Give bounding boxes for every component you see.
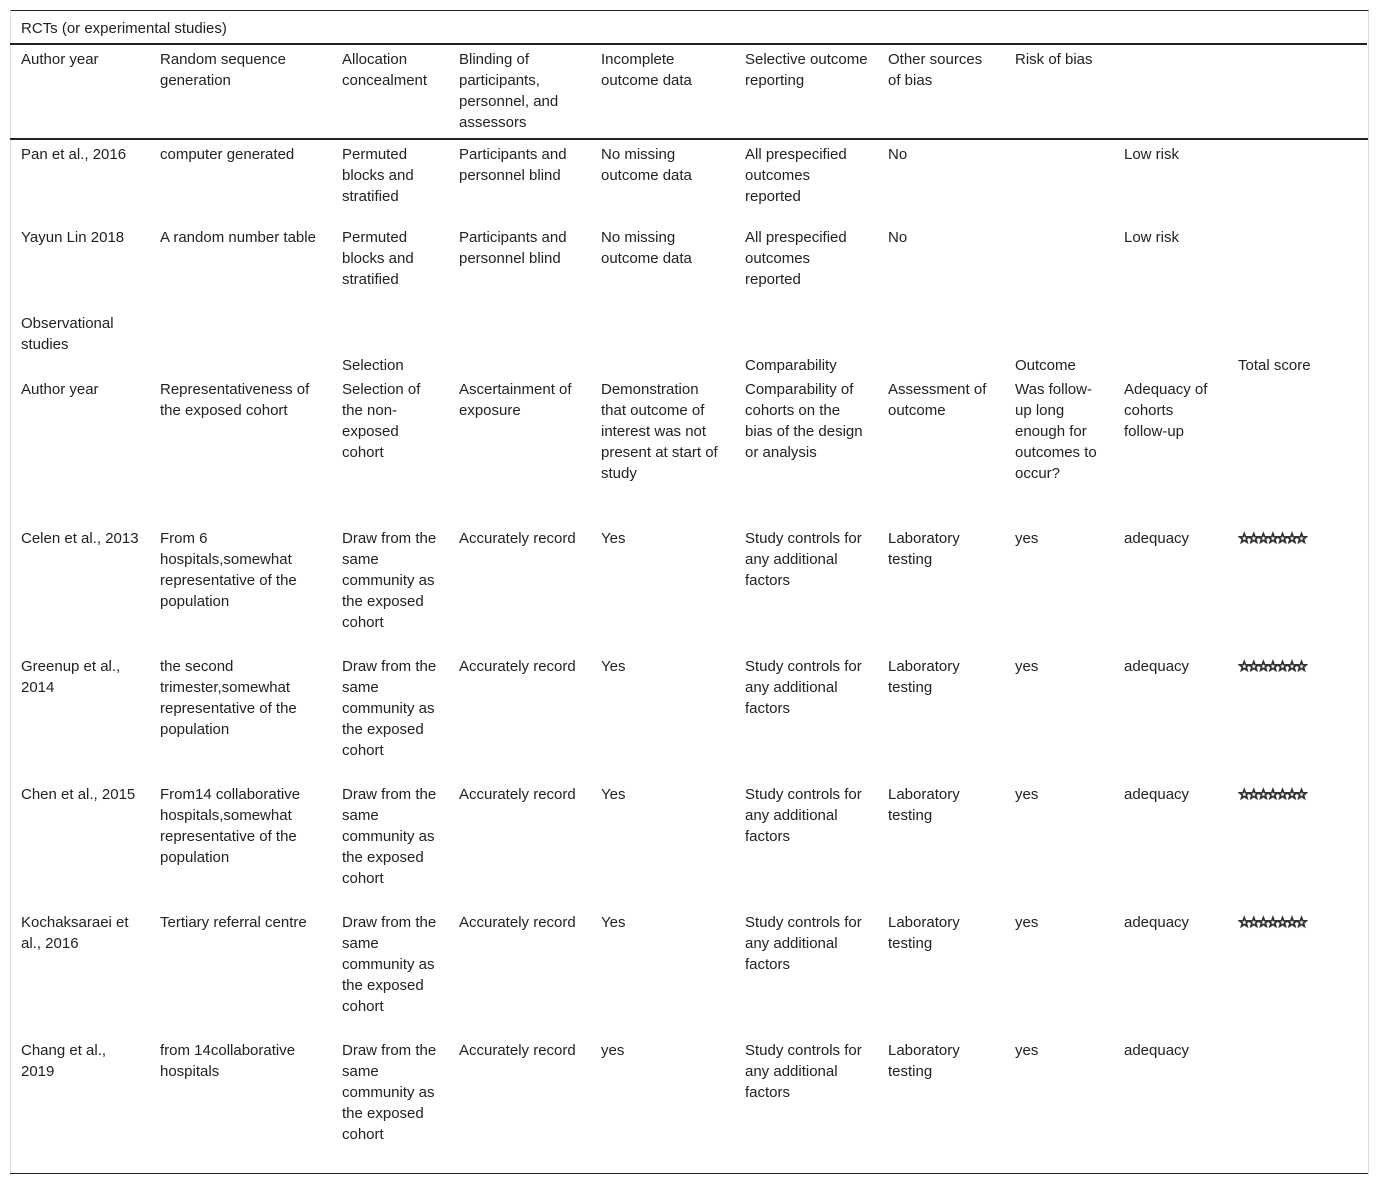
header-cell: Ascertainment of exposure [459, 381, 572, 419]
observational-title-row [11, 310, 1367, 355]
header-cell: Blinding of participants, personnel, and assessors [459, 51, 559, 131]
header-cell: Author year [21, 51, 99, 68]
header-cell: Random sequence generation [160, 51, 286, 89]
cell: Chen et al., 2015 [21, 786, 136, 803]
cell: Accurately record [459, 1042, 576, 1059]
cell: Pan et al., 2016 [21, 146, 127, 163]
table-row [11, 909, 1367, 1037]
cell [1228, 224, 1367, 310]
cell: Laboratory testing [888, 914, 960, 952]
cell: Participants and personnel blind [459, 146, 567, 184]
cell: Kochaksaraei et al., 2016 [21, 914, 129, 952]
cell [1005, 138, 1114, 224]
star-rating-icon [1228, 525, 1367, 653]
cell: from 14collaborative hospitals [160, 1042, 296, 1080]
cell: Study controls for any additional factors [745, 658, 862, 717]
table-row [11, 653, 1367, 781]
cell: Draw from the same community as the exposed cohort [342, 658, 437, 759]
cell: Yes [601, 530, 626, 547]
cell: Low risk [1124, 229, 1180, 246]
cell: Study controls for any additional factors [745, 1042, 862, 1101]
header-cell: Representativeness of the exposed cohort [160, 381, 310, 419]
cell: adequacy [1124, 530, 1190, 547]
table-row [11, 525, 1367, 653]
header-cell: Was follow-up long enough for outcomes to occur? [1015, 381, 1097, 482]
cell: yes [1015, 1042, 1039, 1059]
cell: Yes [601, 786, 626, 803]
cell [1228, 1037, 1367, 1165]
rct-header-row [11, 46, 1367, 138]
star-rating-icon [1228, 653, 1367, 781]
star-rating-icon [1228, 909, 1367, 1037]
header-cell [1228, 46, 1367, 138]
header-cell: Incomplete outcome data [601, 51, 692, 89]
header-cell [1228, 376, 1367, 525]
cell: Accurately record [459, 530, 576, 547]
cell: Permuted blocks and stratified [342, 229, 414, 288]
cell: Laboratory testing [888, 1042, 960, 1080]
cell: Greenup et al., 2014 [21, 658, 121, 696]
group-header-outcome: Outcome [1015, 357, 1076, 374]
cell: Tertiary referral centre [160, 914, 307, 931]
cell: A random number table [160, 229, 316, 246]
cell: Draw from the same community as the exposed cohort [342, 530, 437, 631]
table-title-row [10, 11, 1367, 45]
star-rating-icon [1228, 781, 1367, 909]
cell: No missing outcome data [601, 229, 692, 267]
cell: Accurately record [459, 914, 576, 931]
cell: Draw from the same community as the exposed cohort [342, 1042, 437, 1143]
star-rating: ☆☆☆☆☆☆☆ [1238, 786, 1305, 802]
header-cell: Selection of the non-exposed cohort [342, 381, 421, 461]
star-rating: ☆☆☆☆☆☆☆ [1238, 658, 1305, 674]
group-header-comparability: Comparability [745, 357, 837, 374]
table-bottom-rule [10, 1173, 1368, 1174]
group-header-selection: Selection [342, 357, 404, 374]
header-cell: Allocation concealment [342, 51, 428, 89]
star-rating: ☆☆☆☆☆☆☆ [1238, 914, 1305, 930]
observational-header-row [11, 376, 1367, 525]
cell: No [888, 229, 908, 246]
cell: Study controls for any additional factors [745, 530, 862, 589]
cell: Laboratory testing [888, 530, 960, 568]
cell: yes [1015, 530, 1039, 547]
cell: Yes [601, 658, 626, 675]
cell: adequacy [1124, 786, 1190, 803]
cell: yes [1015, 658, 1039, 675]
cell: computer generated [160, 146, 295, 163]
star-rating: ☆☆☆☆☆☆☆ [1238, 530, 1305, 546]
cell: Chang et al., 2019 [21, 1042, 107, 1080]
header-cell: Adequacy of cohorts follow-up [1124, 381, 1208, 440]
cell: adequacy [1124, 1042, 1190, 1059]
header-cell: Risk of bias [1015, 51, 1093, 68]
cell: adequacy [1124, 658, 1190, 675]
cell [1228, 138, 1367, 224]
rct-section-title: RCTs (or experimental studies) [21, 20, 227, 37]
header-cell: Author year [21, 381, 99, 398]
cell: From 6 hospitals,somewhat representative of the population [160, 530, 297, 610]
cell: Study controls for any additional factors [745, 914, 862, 973]
cell: Permuted blocks and stratified [342, 146, 414, 205]
cell: No [888, 146, 908, 163]
cell: Yayun Lin 2018 [21, 229, 125, 246]
cell: Laboratory testing [888, 658, 960, 696]
cell: Draw from the same community as the exposed cohort [342, 914, 437, 1015]
cell: Draw from the same community as the exposed cohort [342, 786, 437, 887]
header-cell: Assessment of outcome [888, 381, 987, 419]
table-row [11, 781, 1367, 909]
observational-group-header-row [11, 355, 1367, 376]
cell: adequacy [1124, 914, 1190, 931]
cell: yes [1015, 914, 1039, 931]
cell: All prespecified outcomes reported [745, 146, 847, 205]
header-cell: Other sources of bias [888, 51, 983, 89]
cell: Study controls for any additional factors [745, 786, 862, 845]
cell: Low risk [1124, 146, 1180, 163]
cell: From14 collaborative hospitals,somewhat representative of the population [160, 786, 301, 866]
cell: yes [601, 1042, 625, 1059]
cell: yes [1015, 786, 1039, 803]
cell: Accurately record [459, 658, 576, 675]
header-cell: Demonstration that outcome of interest was not present at start of study [601, 381, 718, 482]
table-row [11, 1037, 1367, 1165]
group-header-total-score: Total score [1238, 357, 1311, 374]
table-row [11, 224, 1367, 310]
cell: All prespecified outcomes reported [745, 229, 847, 288]
cell: Accurately record [459, 786, 576, 803]
cell: Yes [601, 914, 626, 931]
cell: Celen et al., 2013 [21, 530, 139, 547]
cell [1005, 224, 1114, 310]
cell: Laboratory testing [888, 786, 960, 824]
cell: Participants and personnel blind [459, 229, 567, 267]
header-cell [1114, 46, 1228, 138]
bias-assessment-table [11, 46, 1367, 1165]
observational-section-title: Observational studies [21, 315, 114, 353]
header-cell: Selective outcome reporting [745, 51, 868, 89]
header-cell: Comparability of cohorts on the bias of the design or analysis [745, 381, 863, 461]
cell: No missing outcome data [601, 146, 692, 184]
cell: the second trimester,somewhat representative of the population [160, 658, 297, 738]
table-row [11, 138, 1367, 224]
